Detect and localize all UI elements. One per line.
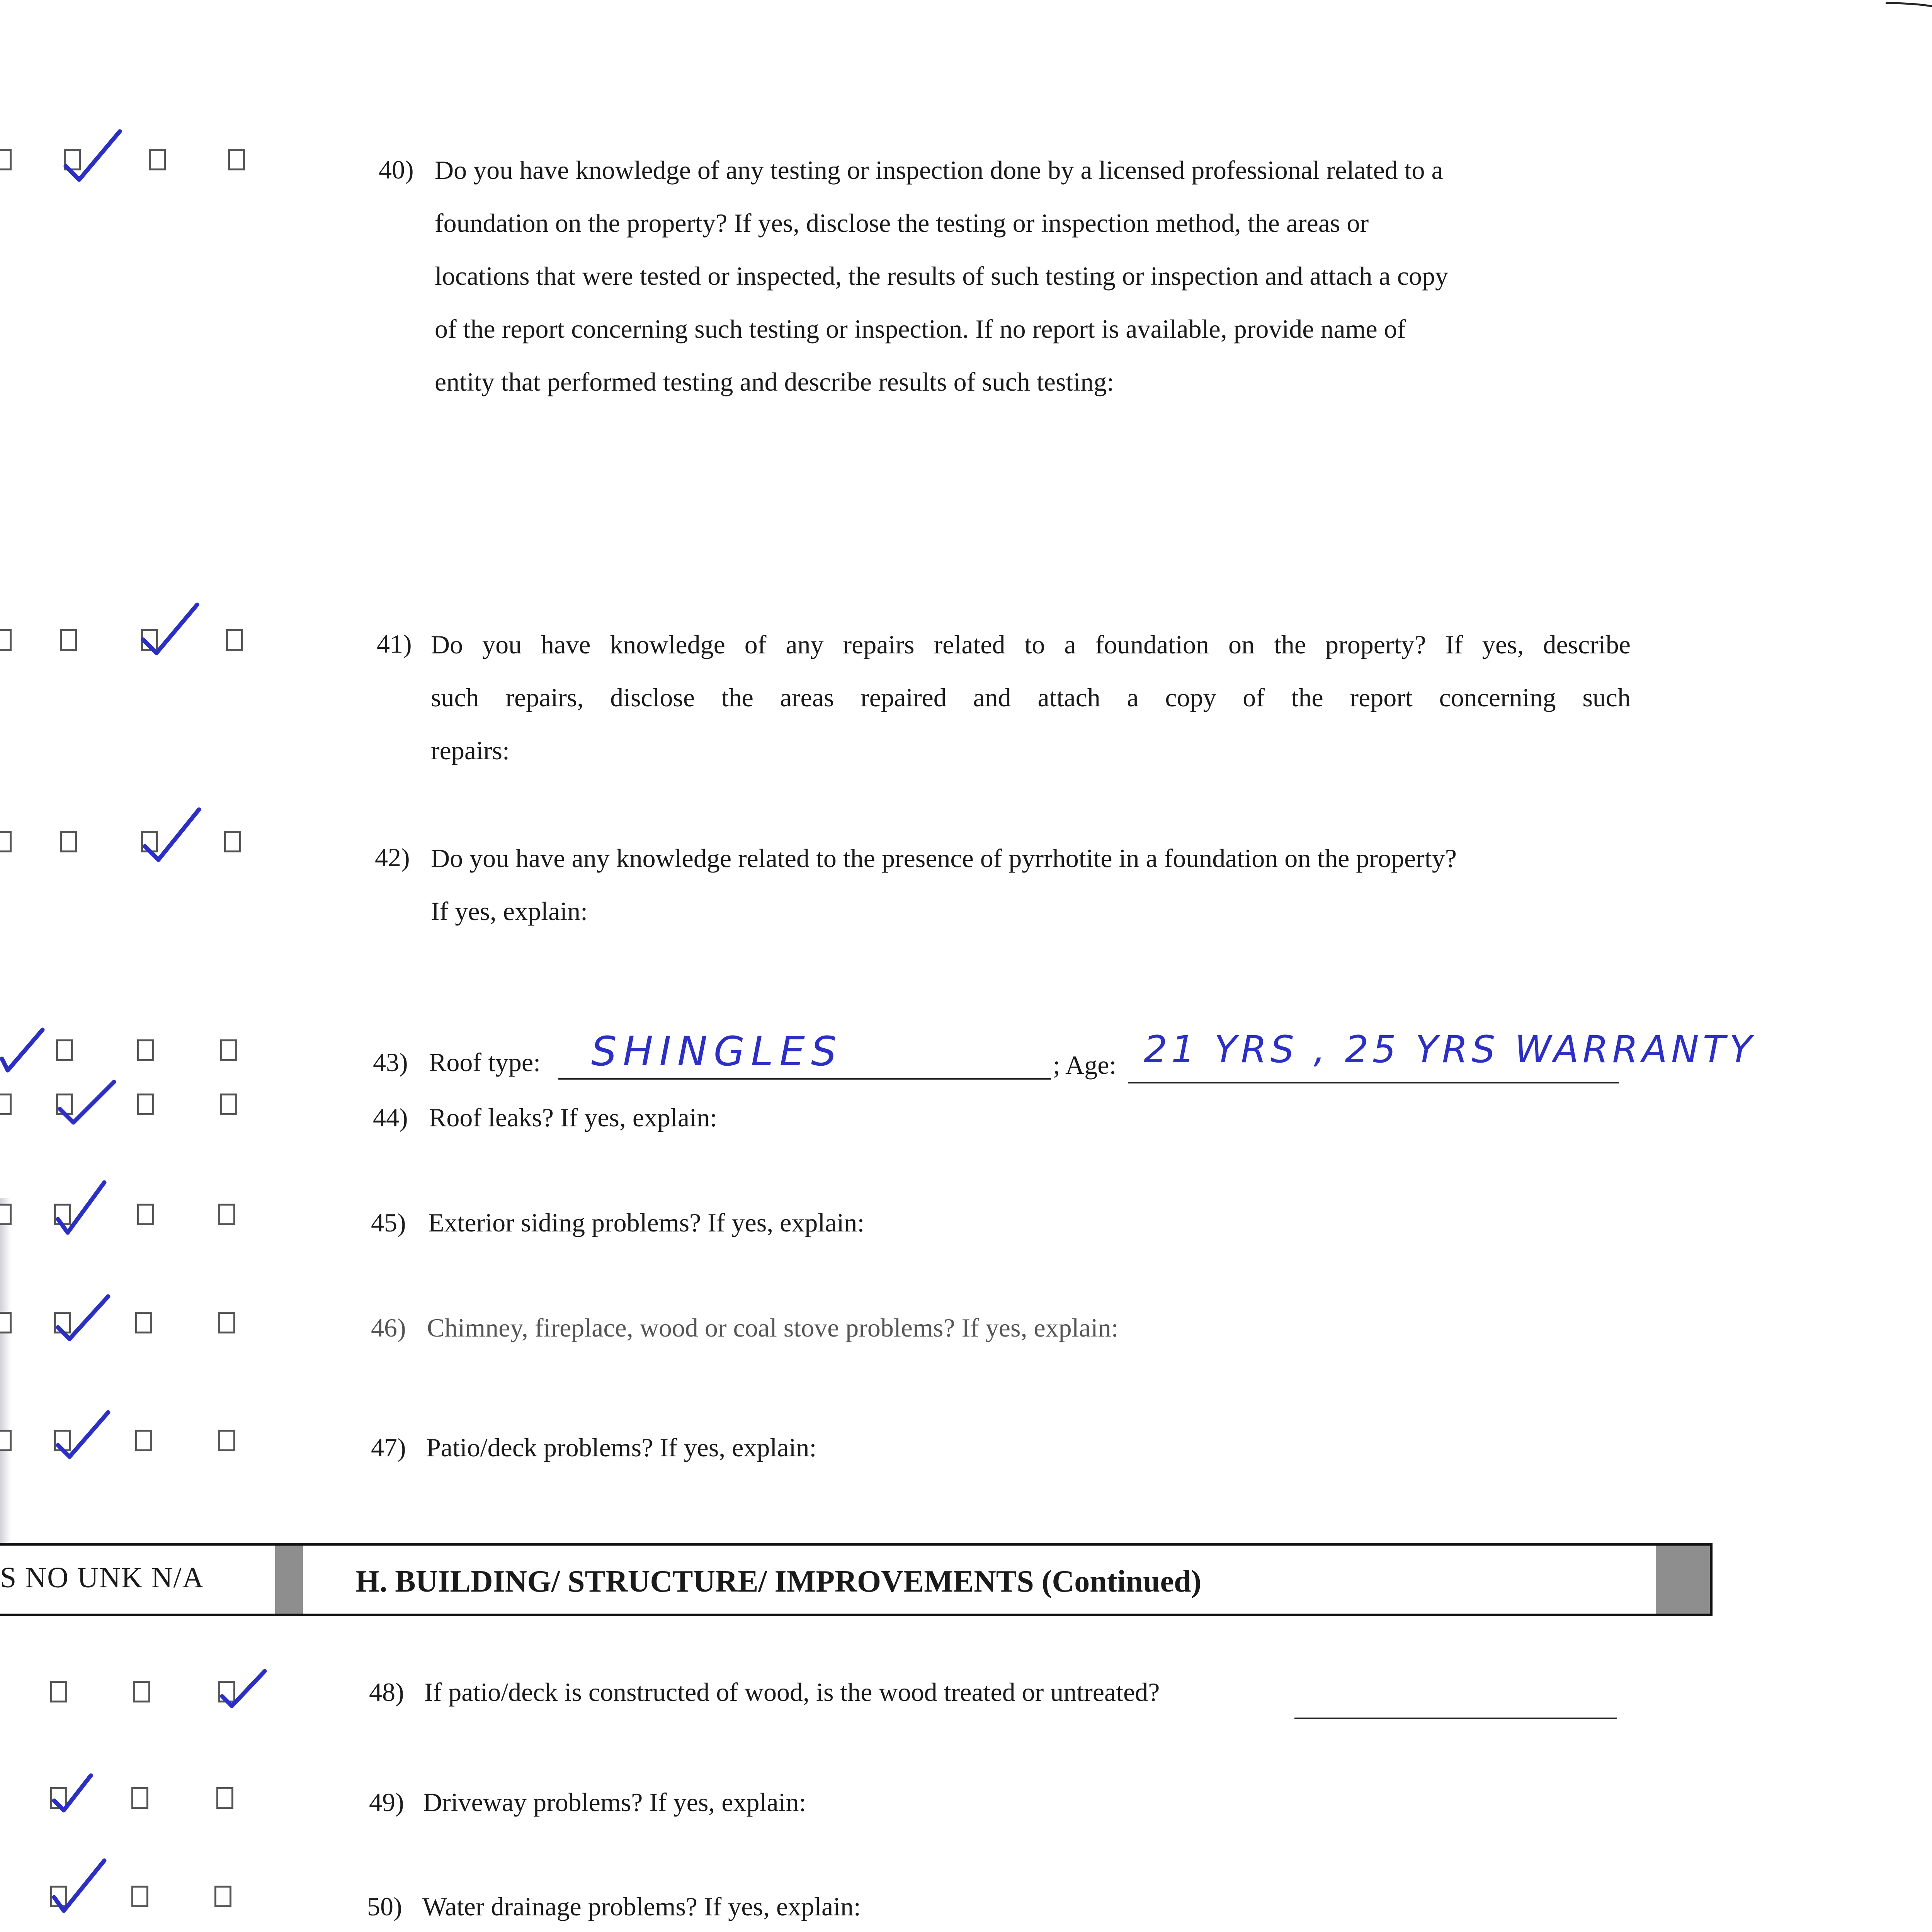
- checkbox-41-yes[interactable]: [0, 629, 12, 651]
- checkmark-icon: [50, 1406, 116, 1461]
- checkbox-46-na[interactable]: [218, 1312, 235, 1333]
- checkmark-icon: [137, 802, 207, 864]
- question-48-text: If patio/deck is constructed of wood, is the wood treated or untreated?: [424, 1677, 1160, 1707]
- checkbox-41-no[interactable]: [60, 629, 77, 651]
- checkbox-49-na[interactable]: [216, 1787, 233, 1809]
- checkbox-42-yes[interactable]: [0, 831, 12, 852]
- checkmark-icon: [50, 1175, 112, 1236]
- age-line: [1128, 1082, 1619, 1083]
- checkmark-icon: [58, 124, 128, 185]
- question-49-number: 49): [369, 1787, 404, 1817]
- checkbox-45-yes[interactable]: [0, 1204, 12, 1225]
- page-corner-curl: [1886, 0, 1932, 19]
- question-44-number: 44): [373, 1103, 408, 1132]
- question-43-text: Roof type:: [429, 1048, 541, 1077]
- checkmark-icon: [0, 1024, 46, 1078]
- roof-type-value[interactable]: SHINGLES: [591, 1028, 843, 1075]
- question-40-line: Do you have knowledge of any testing or inspection done by a licensed professional related to a: [435, 155, 1443, 185]
- question-49-text: Driveway problems? If yes, explain:: [423, 1787, 806, 1817]
- question-42-text: [431, 832, 1687, 938]
- checkmark-icon: [48, 1770, 99, 1816]
- question-46-number: 46): [371, 1313, 406, 1342]
- checkbox-44-unk[interactable]: [137, 1094, 154, 1115]
- age-label: ; Age:: [1053, 1050, 1117, 1080]
- checkmark-icon: [135, 597, 205, 659]
- checkmark-icon: [52, 1074, 122, 1128]
- question-45-text: Exterior siding problems? If yes, explain:: [428, 1208, 865, 1237]
- checkbox-44-na[interactable]: [220, 1094, 237, 1115]
- checkbox-47-unk[interactable]: [135, 1430, 152, 1451]
- checkbox-42-na[interactable]: [224, 831, 241, 852]
- question-48-number: 48): [369, 1677, 404, 1707]
- question-40-text: [435, 144, 1690, 408]
- question-40-number: 40): [379, 155, 414, 184]
- question-45-number: 45): [371, 1208, 406, 1237]
- checkbox-48-no[interactable]: [50, 1681, 67, 1702]
- checkbox-43-no[interactable]: [56, 1039, 73, 1061]
- scan-edge-shadow: [0, 1198, 11, 1546]
- checkmark-icon: [50, 1291, 116, 1345]
- checkbox-50-na[interactable]: [214, 1886, 231, 1907]
- bar-shade-right: [1656, 1546, 1710, 1614]
- checkbox-45-unk[interactable]: [137, 1204, 154, 1225]
- question-42-number: 42): [375, 843, 410, 872]
- question-40-line: of the report concerning such testing or inspection. If no report is available, provide name of: [435, 314, 1406, 344]
- column-headers: S NO UNK N/A: [0, 1561, 204, 1594]
- question-41-line: Do you have knowledge of any repairs related to a foundation on the property? If yes, describe: [431, 630, 1631, 659]
- checkbox-44-yes[interactable]: [0, 1094, 12, 1115]
- checkbox-45-na[interactable]: [218, 1204, 235, 1225]
- question-43-number: 43): [373, 1048, 408, 1077]
- question-42-line: If yes, explain:: [431, 896, 588, 926]
- checkbox-40-yes[interactable]: [0, 149, 12, 170]
- checkbox-47-na[interactable]: [218, 1430, 235, 1451]
- age-value[interactable]: 21 YRS , 25 YRS WARRANTY: [1144, 1028, 1756, 1071]
- question-41-line: repairs:: [431, 736, 510, 765]
- bar-shade-left: [275, 1546, 303, 1614]
- question-44-text: Roof leaks? If yes, explain:: [429, 1103, 717, 1132]
- checkmark-icon: [214, 1665, 272, 1712]
- checkbox-48-unk[interactable]: [133, 1681, 150, 1702]
- question-41-number: 41): [377, 629, 412, 658]
- checkbox-46-yes[interactable]: [0, 1312, 12, 1333]
- question-40-line: locations that were tested or inspected, the results of such testing or inspection and attach a copy: [435, 261, 1448, 291]
- checkbox-47-yes[interactable]: [0, 1430, 12, 1451]
- question-50-number: 50): [367, 1892, 402, 1921]
- question-42-line: Do you have any knowledge related to the presence of pyrrhotite in a foundation on the property?: [431, 844, 1457, 873]
- question-41-line: such repairs, disclose the areas repaired and attach a copy of the report concerning such: [431, 683, 1631, 712]
- question-41-text: [431, 618, 1631, 777]
- checkbox-46-unk[interactable]: [135, 1312, 152, 1333]
- question-40-line: foundation on the property? If yes, disclose the testing or inspection method, the areas or: [435, 208, 1369, 238]
- question-46-text: Chimney, fireplace, wood or coal stove problems? If yes, explain:: [427, 1313, 1119, 1342]
- checkbox-43-na[interactable]: [220, 1039, 237, 1061]
- checkbox-50-unk[interactable]: [131, 1886, 148, 1907]
- question-47-number: 47): [371, 1433, 406, 1462]
- checkbox-41-na[interactable]: [226, 629, 243, 651]
- checkbox-43-unk[interactable]: [137, 1039, 154, 1061]
- checkbox-40-na[interactable]: [228, 149, 245, 170]
- checkbox-42-no[interactable]: [60, 831, 77, 852]
- checkmark-icon: [46, 1853, 112, 1915]
- checkbox-40-unk[interactable]: [149, 149, 166, 170]
- answer-48-line[interactable]: [1294, 1718, 1617, 1719]
- question-40-line: entity that performed testing and describe results of such testing:: [435, 367, 1114, 396]
- section-header-bar: [0, 1543, 1713, 1616]
- checkbox-49-unk[interactable]: [131, 1787, 148, 1809]
- section-title: H. BUILDING/ STRUCTURE/ IMPROVEMENTS (Continued): [355, 1565, 1202, 1599]
- question-47-text: Patio/deck problems? If yes, explain:: [426, 1433, 817, 1462]
- roof-type-line: [558, 1078, 1051, 1080]
- question-50-text: Water drainage problems? If yes, explain:: [422, 1892, 861, 1921]
